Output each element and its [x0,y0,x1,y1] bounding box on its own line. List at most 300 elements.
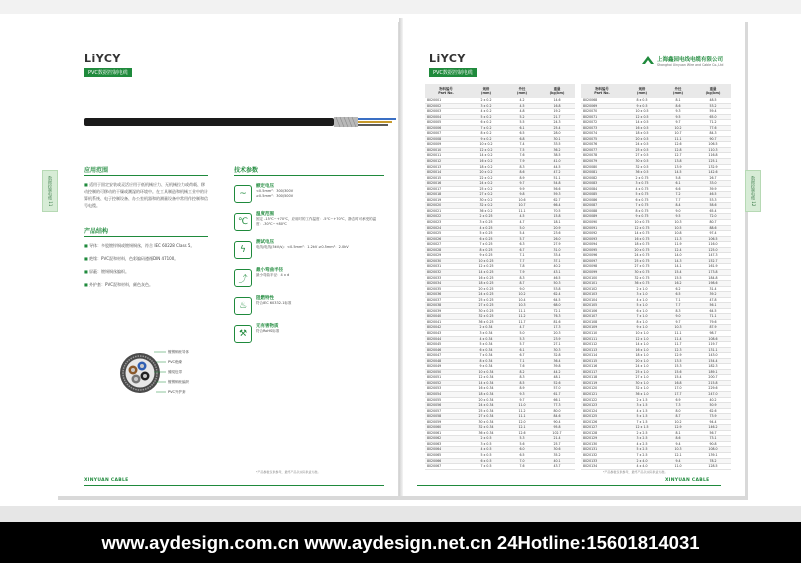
diameter-cell: 7.9 [505,269,539,275]
tech-item [234,267,394,295]
diameter-cell: 6.1 [505,125,539,131]
tech-item [234,183,394,211]
weight-cell: 102.7 [539,430,575,436]
spec-cell: 6 x 0.75 [623,197,661,203]
diameter-cell: 6.0 [505,447,539,453]
spec-cell: 30 x 0.75 [623,269,661,275]
diameter-cell: 5.4 [505,231,539,237]
spec-cell: 6 x 0.25 [467,236,505,242]
spec-cell: 20 x 0.34 [467,397,505,403]
weight-cell: 51.1 [539,175,575,181]
weight-cell: 80.0 [539,408,575,414]
right-page-subtitle: PVC数据控制电缆 [429,68,477,77]
applications-divider [84,175,208,176]
weight-cell: 35.2 [539,453,575,459]
spec-cell: 30 x 0.25 [467,308,505,314]
part-no-cell: 8020042 [425,325,467,331]
spec-cell: 7 x 0.75 [623,203,661,209]
part-no-cell: 8020115 [581,358,623,364]
weight-cell: 87.9 [695,325,731,331]
spec-cell: 4 x 1.5 [623,408,661,414]
part-no-cell: 8020019 [425,197,467,203]
spec-cell: 36 x 0.2 [467,208,505,214]
diameter-cell: 5.3 [505,436,539,442]
weight-cell: 68.0 [539,303,575,309]
diameter-cell: 12.9 [661,353,695,359]
spec-cell: 4 x 0.5 [467,447,505,453]
diameter-cell: 6.1 [661,181,695,187]
tech-divider [234,175,384,176]
diameter-cell: 6.6 [661,186,695,192]
cross-label-tape: 缠绕包带 [168,370,182,374]
spec-cell: 22 x 0.2 [467,175,505,181]
part-no-cell: 8020076 [581,142,623,148]
part-no-cell: 8020112 [581,342,623,348]
tech-item-body: 符合IEC 60332-1标准 [256,301,292,305]
part-no-cell: 8020036 [425,292,467,298]
diameter-cell: 7.3 [661,403,695,409]
tech-item-body: 固定 -15℃~+70℃，应用时的工作温度：-5℃~+70℃，静态时可承受的温度：-30℃~+80℃ [256,217,377,226]
diameter-cell: 7.6 [505,153,539,159]
weight-cell: 46.5 [695,192,731,198]
diameter-cell: 6.5 [505,131,539,137]
part-no-cell: 8020021 [425,208,467,214]
part-no-cell: 8020110 [581,330,623,336]
part-no-cell: 8020105 [581,303,623,309]
weight-cell: 48.5 [695,98,731,103]
part-no-cell: 8020005 [425,120,467,126]
spec-cell: 25 x 0.2 [467,186,505,192]
weight-cell: 25.7 [539,441,575,447]
weight-cell: 40.2 [539,264,575,270]
part-no-cell: 8020109 [581,325,623,331]
part-no-cell: 8020055 [425,397,467,403]
diameter-cell: 12.8 [661,147,695,153]
right-footnote: *产品参数仅供参考，最终产品以实际供货为准。 [603,470,668,474]
spec-cell: 30 x 0.2 [467,197,505,203]
part-no-cell: 8020099 [581,269,623,275]
part-no-cell: 8020047 [425,353,467,359]
diameter-cell: 5.2 [505,114,539,120]
part-no-cell: 8020102 [581,286,623,292]
part-no-cell: 8020008 [425,136,467,142]
diameter-cell: 10.8 [661,231,695,237]
spec-cell: 9 x 0.5 [623,103,661,109]
diameter-cell: 7.5 [505,147,539,153]
weight-cell: 65.0 [695,114,731,120]
spec-cell: 4 x 0.25 [467,225,505,231]
part-no-cell: 8020103 [581,292,623,298]
spec-cell: 18 x 0.25 [467,281,505,287]
part-no-cell: 8020100 [581,275,623,281]
spec-cell: 16 x 0.75 [623,236,661,242]
diameter-cell: 13.5 [661,358,695,364]
spec-cell: 3 x 0.75 [623,181,661,187]
weight-cell: 56.1 [695,303,731,309]
part-no-cell: 8020064 [425,447,467,453]
spec-cell: 32 x 0.25 [467,314,505,320]
weight-cell: 39.9 [695,186,731,192]
spec-table-right [581,84,731,470]
diameter-cell: 4.7 [505,325,539,331]
part-no-cell: 8020091 [581,225,623,231]
spec-cell: 2 x 0.75 [623,175,661,181]
diameter-cell: 5.0 [505,330,539,336]
spec-cell: 5 x 0.5 [467,453,505,459]
part-no-cell: 8020107 [581,314,623,320]
weight-cell: 98.7 [695,330,731,336]
weight-cell: 57.0 [539,386,575,392]
weight-cell: 125.0 [695,247,731,253]
col-header-diameter: 外径 (mm) [661,84,695,98]
spec-cell: 9 x 0.34 [467,364,505,370]
weight-cell: 26.0 [539,236,575,242]
diameter-cell: 17.0 [661,386,695,392]
part-no-cell: 8020017 [425,186,467,192]
diameter-cell: 17.7 [661,391,695,397]
diameter-cell: 8.7 [505,281,539,287]
diameter-cell: 9.7 [661,120,695,126]
spec-cell: 5 x 1.0 [623,303,661,309]
tech-item-body: 最小弯曲半径：4 x d [256,273,290,277]
diameter-cell: 5.8 [661,175,695,181]
part-no-cell: 8020106 [581,308,623,314]
weight-cell: 73.1 [695,436,731,442]
spec-cell: 14 x 0.34 [467,380,505,386]
diameter-cell: 10.7 [661,131,695,137]
weight-cell: 44.5 [539,164,575,170]
spec-cell: 27 x 0.75 [623,264,661,270]
spec-table-left-body [425,98,575,469]
left-page-title: LiYCY [84,52,121,65]
diameter-cell: 12.7 [661,153,695,159]
diameter-cell: 8.3 [505,375,539,381]
spec-cell: 36 x 0.25 [467,319,505,325]
weight-cell: 31.0 [539,247,575,253]
spec-cell: 6 x 0.2 [467,120,505,126]
spec-cell: 12 x 0.25 [467,264,505,270]
diameter-cell: 8.6 [661,436,695,442]
weight-cell: 110.3 [695,147,731,153]
part-no-cell: 8020066 [425,458,467,464]
diameter-cell: 11.1 [505,414,539,420]
cross-label-sheath: PVC外护套 [168,390,186,394]
right-page [403,18,745,496]
part-no-cell: 8020007 [425,131,467,137]
weight-cell: 189.1 [695,369,731,375]
diameter-cell: 5.7 [505,236,539,242]
weight-cell: 33.4 [539,253,575,259]
weight-cell: 84.6 [539,414,575,420]
spec-cell: 32 x 0.75 [623,275,661,281]
part-no-cell: 8020057 [425,408,467,414]
weight-cell: 21.7 [539,114,575,120]
weight-cell: 56.6 [539,186,575,192]
diameter-cell: 8.9 [505,386,539,392]
weight-cell: 20.9 [539,225,575,231]
diameter-cell: 7.7 [661,303,695,309]
diameter-cell: 9.5 [661,114,695,120]
left-page-subtitle: PVC数据控制电缆 [84,68,132,77]
weight-cell: 72.0 [695,214,731,220]
diameter-cell: 15.6 [661,369,695,375]
weight-cell: 108.0 [695,447,731,453]
weight-cell: 40.2 [695,397,731,403]
weight-cell: 48.1 [539,375,575,381]
spec-cell: 2 x 2.5 [623,430,661,436]
part-no-cell: 8020122 [581,397,623,403]
weight-cell: 184.8 [695,275,731,281]
table-header-row [581,84,731,98]
diameter-cell: 6.5 [661,292,695,298]
spec-cell: 27 x 0.5 [623,153,661,159]
weight-cell: 77.3 [539,403,575,409]
diameter-cell: 12.6 [661,142,695,148]
spec-cell: 7 x 2.5 [623,453,661,459]
weight-cell: 39.2 [695,292,731,298]
part-no-cell: 8020104 [581,297,623,303]
spec-cell: 24 x 0.2 [467,181,505,187]
tech-item-head: 额定电压 [256,184,274,189]
col-header-part-no: 物料编号 Part No. [581,84,623,98]
part-no-cell: 8020088 [581,208,623,214]
part-no-cell: 8020040 [425,314,467,320]
tech-item [234,239,394,267]
part-no-cell: 8020090 [581,220,623,226]
part-no-cell: 8020037 [425,297,467,303]
weight-cell: 62.7 [539,197,575,203]
weight-cell: 90.7 [695,136,731,142]
diameter-cell: 9.7 [505,181,539,187]
tech-item-body: 符合RoHS标准 [256,329,280,333]
weight-cell: 47.2 [539,170,575,176]
spec-cell: 10 x 1.0 [623,330,661,336]
spec-cell: 16 x 0.5 [623,125,661,131]
weight-cell: 90.4 [539,419,575,425]
part-no-cell: 8020075 [581,136,623,142]
weight-cell: 59.3 [539,192,575,198]
spec-cell: 12 x 1.5 [623,425,661,431]
spec-cell: 25 x 0.5 [623,147,661,153]
tech-item-head: 无有害物质 [256,324,279,329]
diameter-cell: 7.2 [661,192,695,198]
part-no-cell: 8020029 [425,253,467,259]
weight-cell: 215.8 [695,380,731,386]
spec-cell: 7 x 0.25 [467,242,505,248]
part-no-cell: 8020126 [581,419,623,425]
diameter-cell: 9.0 [661,314,695,320]
weight-cell: 61.7 [539,391,575,397]
diameter-cell: 14.1 [661,264,695,270]
spec-cell: 16 x 0.34 [467,386,505,392]
weight-cell: 39.8 [539,364,575,370]
applications-text: ■ 适用于固定安装或灵活应用于低机械应力、无机械拉力或荷载、移动控制的可移动的干燥或潮湿的环境中。在工具制造和机械工业中的计算机系统、电子控制设备、办公室机器和的测量设备中常用作控制和信号电缆。 [84,181,208,209]
weight-cell: 14.6 [539,98,575,103]
spec-cell: 14 x 0.25 [467,269,505,275]
weight-cell: 65.4 [695,208,731,214]
diameter-cell: 8.3 [505,164,539,170]
diameter-cell: 5.0 [505,225,539,231]
weight-cell: 30.3 [539,347,575,353]
spec-cell: 10 x 0.34 [467,369,505,375]
weight-cell: 106.5 [695,142,731,148]
spec-cell: 14 x 0.5 [623,120,661,126]
part-no-cell: 8020048 [425,358,467,364]
left-side-tab[interactable]: 数据控制电缆 11 [42,170,58,212]
diameter-cell: 7.9 [505,159,539,165]
diameter-cell: 8.3 [505,275,539,281]
applications-heading: 应用范围 [84,167,109,174]
part-no-cell: 8020121 [581,391,623,397]
diameter-cell: 5.5 [505,120,539,126]
tech-heading: 技术参数 [234,167,259,174]
diameter-cell: 12.6 [505,430,539,436]
part-no-cell: 8020125 [581,414,623,420]
part-no-cell: 8020033 [425,275,467,281]
part-no-cell: 8020028 [425,247,467,253]
spec-cell: 10 x 0.25 [467,258,505,264]
weight-cell: 23.6 [539,231,575,237]
spec-cell: 36 x 0.5 [623,170,661,176]
structure-item: ■ 导体：多股镀锌铜或镀锡铜丝，符合 IEC 60228 Class 5。 [84,242,208,249]
spec-cell: 5 x 0.75 [623,192,661,198]
diameter-cell: 12.1 [505,425,539,431]
diameter-cell: 8.6 [505,170,539,176]
diameter-cell: 14.0 [661,253,695,259]
part-no-cell: 8020087 [581,203,623,209]
spec-cell: 30 x 0.5 [623,159,661,165]
weight-cell: 66.1 [539,397,575,403]
part-no-cell: 8020013 [425,164,467,170]
diameter-cell: 11.3 [661,236,695,242]
part-no-cell: 8020096 [581,253,623,259]
diameter-cell: 5.3 [505,336,539,342]
weight-cell: 73.9 [695,414,731,420]
part-no-cell: 8020063 [425,441,467,447]
spec-cell: 25 x 1.0 [623,369,661,375]
diameter-cell: 7.6 [505,364,539,370]
spec-cell: 12 x 0.34 [467,375,505,381]
weight-cell: 17.3 [539,325,575,331]
structure-item: ■ 绝缘：PVC混和材料，色彩编码遵循DIN 47100。 [84,255,208,262]
spec-cell: 7 x 1.5 [623,419,661,425]
diameter-cell: 12.9 [661,425,695,431]
weight-cell: 43.7 [539,464,575,470]
part-no-cell: 8020085 [581,192,623,198]
diameter-cell: 7.0 [505,458,539,464]
spec-cell: 3 x 0.2 [467,103,505,109]
tech-item-head: 阻燃特性 [256,296,274,301]
part-no-cell: 8020079 [581,159,623,165]
part-no-cell: 8020065 [425,453,467,459]
structure-heading: 产品结构 [84,228,109,235]
col-header-weight: 重量 (kg/km) [539,84,575,98]
spec-cell: 30 x 1.0 [623,380,661,386]
part-no-cell: 8020074 [581,131,623,137]
part-no-cell: 8020133 [581,458,623,464]
weight-cell: 33.0 [695,181,731,187]
spec-cell: 10 x 0.2 [467,142,505,148]
structure-divider [84,236,208,237]
part-no-cell: 8020095 [581,247,623,253]
spec-cell: 5 x 0.2 [467,114,505,120]
diameter-cell: 8.2 [505,369,539,375]
diameter-cell: 6.1 [505,347,539,353]
right-side-tab[interactable]: 数据控制电缆 12 [745,170,761,212]
col-header-part-no: 物料编号 Part No. [425,84,467,98]
diameter-cell: 8.3 [661,308,695,314]
part-no-cell: 8020020 [425,203,467,209]
right-footer-line [417,485,721,486]
diameter-cell: 8.1 [661,98,695,103]
spec-cell: 7 x 0.5 [467,464,505,470]
part-no-cell: 8020072 [581,120,623,126]
diameter-cell: 9.4 [661,441,695,447]
tech-item-head: 最小弯曲半径 [256,268,283,273]
weight-cell: 62.6 [695,408,731,414]
part-no-cell: 8020097 [581,258,623,264]
weight-cell: 108.6 [695,336,731,342]
part-no-cell: 8020098 [581,264,623,270]
part-no-cell: 8020078 [581,153,623,159]
weight-cell: 64.5 [695,308,731,314]
cable-image [84,112,396,132]
weight-cell: 116.0 [695,242,731,248]
spec-cell: 25 x 0.34 [467,408,505,414]
spec-cell: 4 x 0.34 [467,336,505,342]
part-no-cell: 8020058 [425,414,467,420]
weight-cell: 94.4 [695,419,731,425]
col-header-spec: 规格 (mm) [467,84,505,98]
part-no-cell: 8020010 [425,147,467,153]
part-no-cell: 8020077 [581,147,623,153]
spec-cell: 10 x 0.75 [623,220,661,226]
spec-cell: 20 x 0.75 [623,247,661,253]
part-no-cell: 8020123 [581,403,623,409]
part-no-cell: 8020060 [425,425,467,431]
part-no-cell: 8020024 [425,225,467,231]
diameter-cell: 10.2 [661,125,695,131]
diameter-cell: 10.3 [661,447,695,453]
weight-cell: 116.8 [695,153,731,159]
diameter-cell: 9.3 [661,109,695,115]
part-no-cell: 8020070 [581,109,623,115]
part-no-cell: 8020006 [425,125,467,131]
diameter-cell: 7.1 [505,253,539,259]
spec-table-right-body [581,98,731,469]
weight-cell: 71.2 [695,120,731,126]
diameter-cell: 7.7 [661,197,695,203]
diameter-cell: 4.7 [505,220,539,226]
spec-cell: 8 x 0.5 [623,98,661,103]
part-no-cell: 8020094 [581,242,623,248]
part-no-cell: 8020043 [425,330,467,336]
spec-cell: 14 x 0.2 [467,153,505,159]
top-background [0,0,801,14]
spec-cell: 8 x 0.25 [467,247,505,253]
diameter-cell: 4.8 [505,109,539,115]
table-row [581,464,731,470]
weight-cell: 27.1 [539,342,575,348]
tech-item-body: <0.5mm²：300/300V ≥0.5mm²：300/500V [256,189,294,198]
spec-cell: 36 x 0.75 [623,281,661,287]
spec-table-left [425,84,575,470]
spec-cell: 27 x 1.0 [623,375,661,381]
spec-cell: 24 x 0.25 [467,292,505,298]
spec-cell: 27 x 0.25 [467,303,505,309]
weight-cell: 15.8 [539,214,575,220]
part-no-cell: 8020053 [425,386,467,392]
